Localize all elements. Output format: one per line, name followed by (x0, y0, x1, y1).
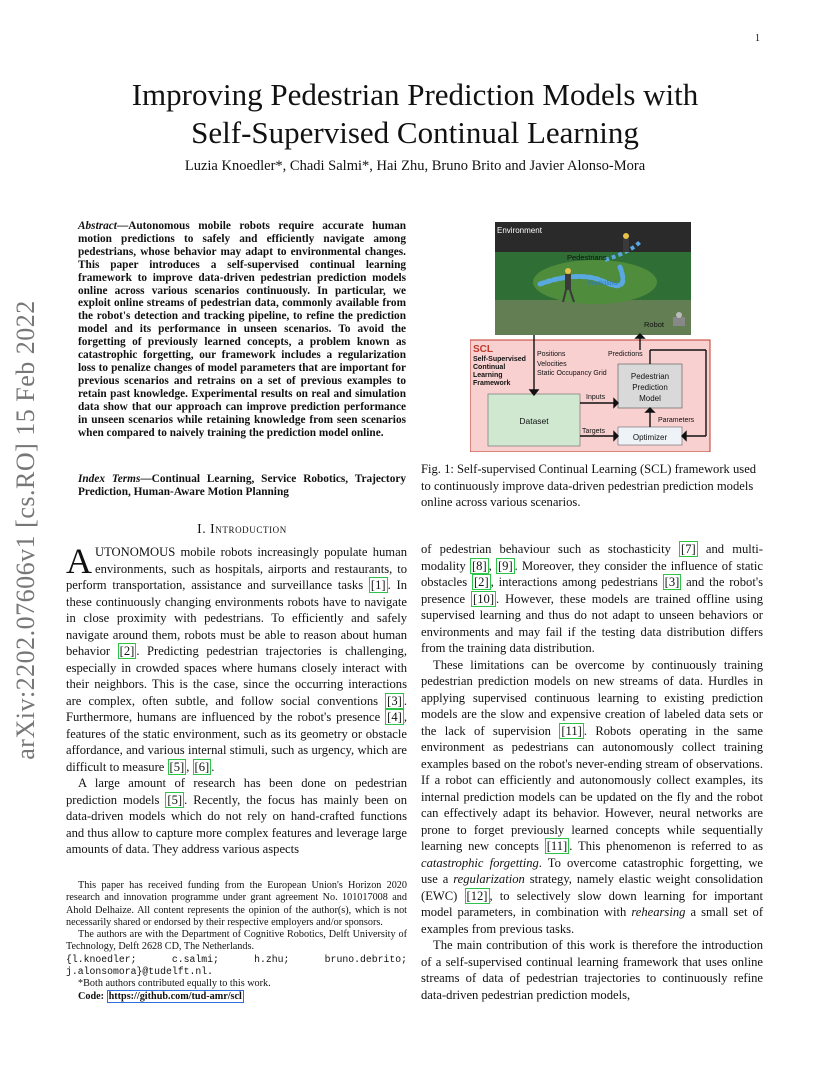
positions-label: Positions (537, 351, 566, 358)
figure-caption (421, 461, 763, 511)
intro-text: . Predicting pedestrian trajectories is challenging, especially in crowded spaces where humans closely interact with their neighbors. This is the case, since the occurring interactions are complex, often subtle, and follow social conventions (66, 644, 407, 708)
citation-link[interactable]: [2] (119, 644, 135, 658)
introduction-left-column (66, 541, 408, 858)
citation-link[interactable]: [11] (561, 723, 582, 738)
affiliation-footnote: The authors are with the Department of Cognitive Robotics, Delft University of Technology, Delft 2628 CD, The Netherlands. (66, 929, 407, 953)
figure-1 (470, 222, 715, 452)
code-label: Code: (78, 990, 105, 1002)
body-text: , (488, 558, 496, 573)
arxiv-identifier (6, 290, 46, 770)
intro-text: . Recently, the focus has mainly been on data-driven models which do not rely on hand-crafted functions and thus allow to capture more complex features and leverage large amounts of data. They address various aspects (66, 792, 408, 856)
scl-title: SCL (473, 344, 493, 355)
citation-link[interactable]: [5] (167, 792, 183, 807)
arxiv-identifier-text: arXiv:2202.07606v1 [cs.RO] 15 Feb 2022 (11, 300, 40, 760)
scl-subtitle-line: Self-Supervised (473, 356, 526, 363)
introduction-right-column (421, 541, 763, 1003)
title-line-1: Improving Pedestrian Prediction Models with (131, 77, 699, 112)
model-label-line: Prediction (632, 383, 668, 392)
parameters-label: Parameters (658, 417, 695, 424)
model-label-line: Pedestrian (630, 372, 670, 381)
intro-text: . (211, 759, 215, 774)
code-link[interactable]: https://github.com/tud-amr/scl (108, 990, 242, 1002)
footnotes (66, 880, 407, 1003)
funding-footnote: This paper has received funding from the European Union's Horizon 2020 research and innovation programme under grant agreement No. 101017008 and Ahold Delhaize. All content represents the opinion of the author(s), which is not necessarily shared or endorsed by their respective employers and/or sponsors. (66, 880, 407, 928)
abstract-text: —Autonomous mobile robots require accurate human motion predictions to safely and efficiently navigate among pedestrians, whose behavior may adapt to environmental changes. This paper introduces a self-supervised continual learning framework to improve data-driven pedestrian prediction models online across various scenarios continuously. In particular, we exploit online streams of pedestrian data, commonly available from the robot's detection and tracking pipeline, to refine the prediction model and its performance in unseen scenarios. To avoid the forgetting of previously learned concepts, a problem known as catastrophic forgetting, our framework includes a regularization loss to penalize changes of model parameters that are important for previous scenarios and retrains on a set of previous examples to retain past knowledge. Experimental results on real and simulation data show that our approach can improve prediction performance in unseen scenarios while retaining knowledge from seen scenarios when compared to naively training the prediction model online. (78, 220, 406, 439)
velocities-label: Velocities (537, 361, 567, 368)
pedestrians-label: Pedestrians (567, 253, 607, 262)
citation-link[interactable]: [2] (473, 575, 489, 589)
predictions-overlay-label: Predictions (588, 281, 618, 287)
environment-label: Environment (497, 226, 542, 235)
body-text: . Robots operating in the same environment as pedestrians can autonomously collect training examples based on the robot's never-ending stream of observations. If a robot can efficiently and autonomously collect examples, its internal prediction models can be updated on the fly and the robot can effectively adapt its behavior. However, neural networks are prone to forget previously learned concepts while sequentially learning new concepts (421, 723, 764, 853)
body-text: . This phenomenon is referred to as (569, 839, 763, 853)
citation-link[interactable]: [9] (497, 558, 513, 573)
occupancy-grid-label: Static Occupancy Grid (537, 370, 607, 377)
body-text: and the robot's presence (421, 575, 763, 606)
citation-link[interactable]: [10] (473, 591, 495, 606)
index-terms-text: —Continual Learning, Service Robotics, Trajectory Prediction, Human-Aware Motion Planning (78, 473, 407, 498)
scl-subtitle-line: Continual (473, 364, 506, 371)
intro-lead-word: UTONOMOUS (95, 545, 176, 559)
optimizer-label: Optimizer (632, 433, 668, 442)
citation-link[interactable]: [8] (471, 558, 487, 573)
citation-link[interactable]: [12] (466, 888, 488, 903)
robot-label: Robot (644, 320, 665, 329)
body-text: . To overcome catastrophic forgetting, we use a (421, 855, 764, 886)
dataset-label: Dataset (519, 416, 549, 426)
body-text: , to selectively slow down learning for important model parameters, in combination with (421, 888, 763, 919)
targets-label: Targets (582, 428, 605, 435)
intro-text: A large amount of research has been done on pedestrian prediction models (66, 776, 407, 807)
body-text: strategy, namely elastic weight consolidation (EWC) (421, 872, 763, 903)
body-text: The main contribution of this work is therefore the introduction of a self-supervised continual learning framework that uses online streams of data of pedestrian trajectories to continuously refine data-driven pedestrian prediction models, (421, 938, 763, 1002)
intro-text: , features of the static environment, such as its geometry or obstacle affordance, and various internal stimuli, such as urgency, which are difficult to measure (66, 710, 407, 774)
inputs-label: Inputs (586, 394, 606, 401)
author-emails: {l.knoedler; c.salmi; h.zhu; bruno.debrito; j.alonsomora}@tudelft.nl. (66, 953, 407, 978)
citation-link[interactable]: [5] (169, 759, 185, 774)
citation-link[interactable]: [1] (370, 578, 386, 592)
body-text: a small set of examples from previous tasks. (421, 905, 764, 936)
photo-foreground (495, 300, 691, 335)
emphasis-text: rehearsing (631, 905, 686, 919)
index-terms (78, 473, 406, 499)
body-text: . However, these models are trained offline using supervised learning and thus do not adapt to unseen behaviors or environments and may fail if the testing data distribution differs from the training data distribution. (421, 591, 763, 655)
predictions-label: Predictions (608, 351, 643, 358)
citation-link[interactable]: [7] (681, 542, 696, 556)
caption-label: Fig. 1: (421, 462, 454, 476)
body-text: These limitations can be overcome by continuously training pedestrian prediction models on new streams of data. Hurdles in applying supervised continuous learning to existing prediction models are the slow and expensive creation of labeled data sets or the lack of supervision (421, 657, 763, 738)
caption-text: Self-supervised Continual Learning (SCL) framework used to continuously improve data-driven pedestrian prediction models online across various scenarios. (421, 462, 757, 509)
citation-link[interactable]: [3] (387, 693, 402, 708)
model-label-line: Model (639, 394, 661, 403)
section-heading-introduction: I. Introduction (197, 521, 287, 536)
emphasis-text: catastrophic forgetting (421, 855, 539, 870)
paper-title (60, 76, 770, 152)
body-text: of pedestrian behaviour such as stochasticity (421, 542, 680, 556)
pedestrian-figure (623, 233, 629, 252)
citation-link[interactable]: [6] (194, 759, 210, 774)
drop-cap: A (66, 541, 92, 581)
citation-link[interactable]: [4] (387, 710, 402, 724)
scl-subtitle-line: Framework (473, 380, 511, 387)
body-text: . Moreover, they consider the influence of static obstacles (421, 558, 764, 589)
scl-subtitle-line: Learning (473, 372, 503, 379)
equal-contribution-footnote: *Both authors contributed equally to this work. (78, 978, 271, 990)
citation-link[interactable]: [11] (546, 839, 568, 853)
index-terms-label: Index Terms (78, 473, 141, 485)
intro-text: mobile robots increasingly populate human environments, such as hospitals, airports and restaurants, to perform transportation, assistance and surveillance tasks (66, 545, 407, 592)
emphasis-text: regularization (453, 872, 525, 886)
intro-text: . Furthermore, humans are influenced by the robot's presence (66, 693, 407, 724)
body-text: and multi-modality (421, 542, 764, 573)
abstract-label: Abstract (78, 220, 117, 232)
author-list: Luzia Knoedler*, Chadi Salmi*, Hai Zhu, Bruno Brito and Javier Alonso-Mora (184, 158, 646, 174)
intro-text: , (186, 759, 193, 774)
intro-text: . In these continuously changing environments robots have to navigate in close proximity with pedestrians. To efficiently and safely navigate around them, robots must be able to reason about human behavior (66, 578, 407, 658)
title-line-2: Self-Supervised Continual Learning (191, 115, 639, 150)
abstract (78, 220, 406, 439)
body-text: , interactions among pedestrians (490, 575, 663, 589)
page-number: 1 (755, 33, 760, 44)
citation-link[interactable]: [3] (664, 575, 680, 589)
